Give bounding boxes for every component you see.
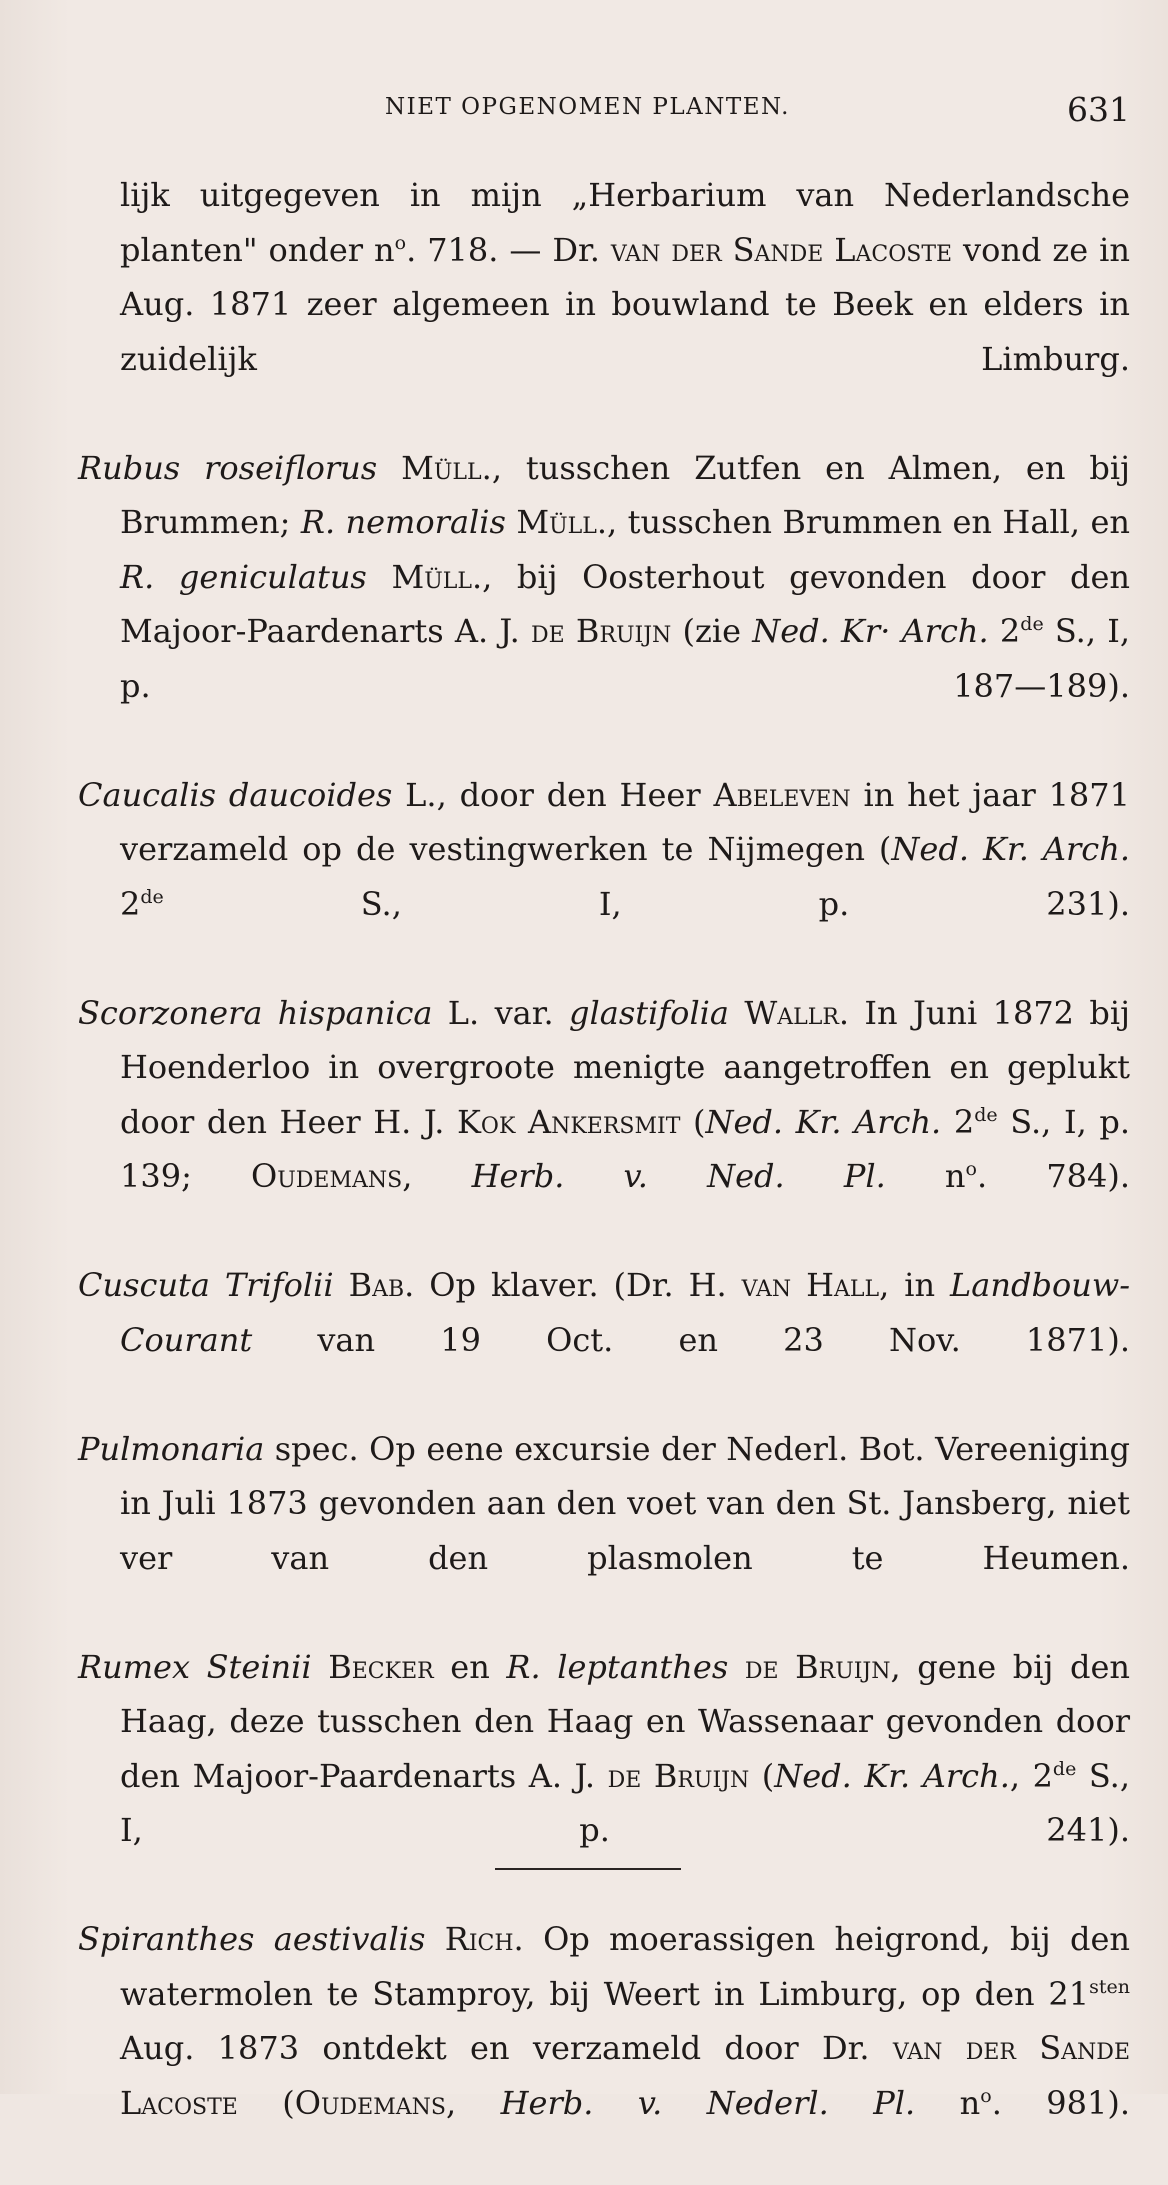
small-caps-name: Müll.	[391, 557, 483, 596]
species-entry	[78, 986, 1130, 1259]
species-entry	[78, 441, 1130, 768]
italic-text: Herb. v. Nederl. Pl.	[500, 2083, 916, 2122]
entry-text	[377, 449, 401, 487]
superscript: de	[1020, 613, 1044, 635]
superscript: de	[140, 885, 164, 908]
small-caps-name: de Bruijn	[531, 612, 672, 650]
page-header	[0, 92, 1168, 132]
entry-text: . 718. — Dr.	[406, 230, 611, 269]
entry-text	[425, 1920, 444, 1958]
species-entry	[78, 1422, 1130, 1640]
italic-text: Ned. Kr· Arch.	[752, 612, 989, 650]
small-caps-name: Kok Ankersmit	[457, 1102, 681, 1141]
entry-text: . 981).	[991, 2083, 1131, 2122]
entry-text: , bij Oosterhout gevonden door den Majoor-Paardenarts A. J.	[120, 557, 1131, 650]
entry-text: lijk uitgegeven in mijn „Herbarium van Nederlandsche planten" onder n	[120, 176, 1130, 269]
entry-text: , in	[879, 1266, 951, 1304]
small-caps-name: van Hall	[741, 1266, 880, 1304]
entry-text: L., door den Heer	[392, 775, 714, 814]
entry-text: (	[237, 2083, 295, 2122]
entry-text: van 19 Oct. en 23 Nov. 1871).	[252, 1320, 1130, 1359]
small-caps-name: Wallr.	[744, 993, 850, 1032]
italic-text: R. leptanthes	[506, 1647, 729, 1686]
italic-text: glastifolia	[569, 993, 729, 1032]
small-caps-name: de Bruijn	[744, 1647, 891, 1686]
species-entry	[78, 1258, 1130, 1422]
italic-text: Caucalis daucoides	[78, 775, 393, 814]
entry-text: n	[915, 2083, 981, 2122]
small-caps-name: Oudemans	[251, 1157, 403, 1195]
entry-text: in het jaar 1871 verzameld op de vestingwerken te Nijmegen (	[120, 775, 1131, 868]
superscript: de	[974, 1103, 998, 1126]
entry-text: In Juni 1872 bij Hoenderloo in overgroote menigte aangetroffen en geplukt door den Heer H. J.	[120, 993, 1131, 1141]
entry-text: L. var.	[432, 993, 570, 1032]
small-caps-name: Oudemans	[294, 2083, 446, 2122]
entry-text	[312, 1648, 329, 1686]
italic-text: Ned. Kr. Arch.	[705, 1102, 942, 1141]
italic-text: Ned. Kr. Arch.	[891, 830, 1131, 868]
entry-text	[334, 1266, 349, 1304]
superscript: o	[980, 2084, 992, 2107]
entry-text: spec. Op eene excursie der Nederl. Bot. Vereeniging in Juli 1873 gevonden aan den voet van den St. Jansberg, niet ver van den plasmolen te Heumen.	[120, 1429, 1130, 1577]
species-entry	[78, 1912, 1130, 2185]
entry-text: (	[680, 1102, 706, 1141]
italic-text: Landbouw-Courant	[120, 1266, 1131, 1359]
entry-text: S., I, p. 139;	[120, 1102, 1131, 1195]
species-entry	[78, 768, 1130, 986]
italic-text: Pulmonaria	[78, 1429, 265, 1468]
entry-text: ,	[445, 2083, 501, 2122]
entry-text: 2	[941, 1102, 975, 1141]
section-rule	[495, 1868, 681, 1870]
italic-text: R. geniculatus	[120, 557, 367, 596]
running-head: NIET OPGENOMEN PLANTEN.	[385, 94, 790, 120]
entry-text: , 2	[1009, 1756, 1053, 1795]
entry-text: Aug. 1873 ontdekt en verzameld door Dr.	[120, 2029, 893, 2067]
italic-text: Rumex Steinii	[78, 1647, 312, 1686]
page-number: 631	[1067, 90, 1130, 129]
italic-text: Scorzonera hispanica	[78, 993, 433, 1032]
entry-text: , gene bij den Haag, deze tusschen den Haag en Wassenaar gevonden door den Majoor-Paardenarts A. J.	[120, 1647, 1131, 1795]
entry-text	[367, 558, 392, 596]
entry-text: (	[749, 1756, 775, 1795]
entry-text	[729, 994, 744, 1032]
entry-text: , tusschen Brummen en Hall, en	[607, 503, 1131, 541]
small-caps-name: Rich.	[444, 1920, 524, 1958]
italic-text: Ned. Kr. Arch.	[774, 1756, 1010, 1795]
small-caps-name: Abeleven	[713, 775, 851, 814]
body-text	[78, 168, 1130, 2185]
entry-text: , tusschen Zutfen en Almen, en bij Brummen;	[120, 448, 1131, 541]
small-caps-name: Müll.	[516, 503, 608, 541]
italic-text: Herb. v. Ned. Pl.	[471, 1157, 886, 1195]
entry-text: 2	[120, 884, 141, 923]
small-caps-name: van der Sande Lacoste	[610, 230, 953, 269]
continued-paragraph	[78, 168, 1130, 441]
entry-text	[506, 503, 516, 541]
entry-text: S., I, p. 187—189).	[120, 612, 1131, 705]
italic-text: R. nemoralis	[300, 503, 506, 541]
italic-text: Cuscuta Trifolii	[78, 1266, 334, 1304]
entry-text: Op moerassigen heigrond, bij den watermolen te Stamproy, bij Weert in Limburg, op den 21	[120, 1920, 1131, 2013]
small-caps-name: Bab.	[348, 1266, 415, 1304]
species-entry	[78, 1640, 1130, 1913]
italic-text: Spiranthes aestivalis	[78, 1920, 426, 1958]
entry-text	[728, 1648, 745, 1686]
small-caps-name: van der Sande Lacoste	[120, 2029, 1130, 2122]
small-caps-name: Becker	[328, 1647, 434, 1686]
superscript: o	[394, 231, 407, 254]
entry-text: 2	[988, 612, 1021, 650]
entry-text: ,	[402, 1157, 472, 1195]
entry-text: S., I, p. 241).	[120, 1756, 1130, 1849]
superscript: de	[1052, 1757, 1077, 1780]
small-caps-name: de Bruijn	[607, 1756, 750, 1795]
entry-text: (zie	[671, 612, 753, 650]
entry-text: vond ze in Aug. 1871 zeer algemeen in bouwland te Beek en elders in zuidelijk Limburg.	[120, 230, 1131, 378]
superscript: sten	[1089, 1975, 1130, 1998]
entry-text: S., I, p. 231).	[163, 884, 1130, 923]
italic-text: Rubus roseiflorus	[78, 448, 378, 487]
entry-text: Op klaver. (Dr. H.	[414, 1266, 742, 1304]
entry-text: . 784).	[977, 1157, 1131, 1195]
entry-text: en	[433, 1647, 507, 1686]
small-caps-name: Müll.	[401, 448, 492, 487]
superscript: o	[965, 1158, 977, 1180]
entry-text: n	[885, 1157, 966, 1195]
